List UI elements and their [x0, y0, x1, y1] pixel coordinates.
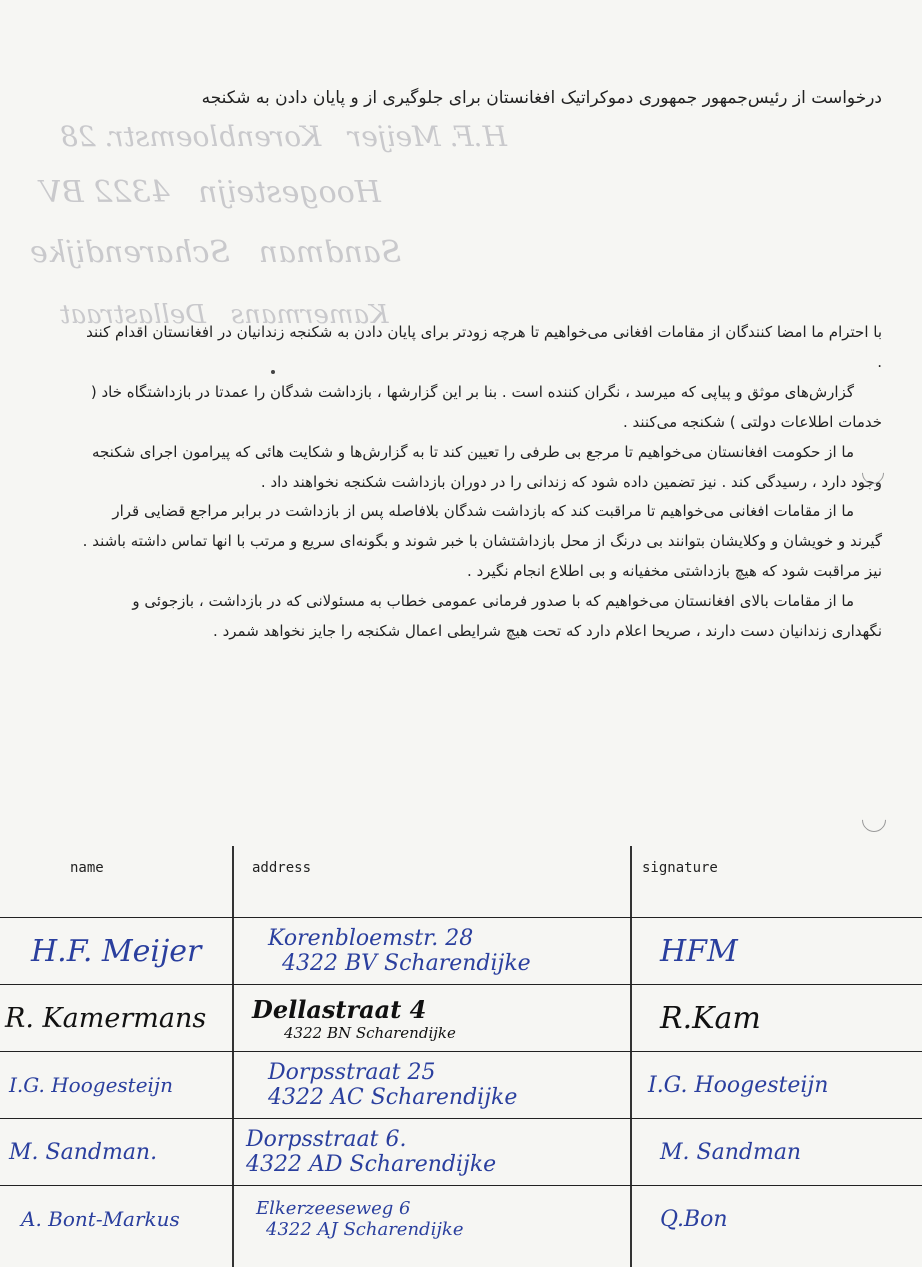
table-row [0, 1186, 922, 1253]
signature-cell [630, 1052, 922, 1119]
signature-cell [630, 1119, 922, 1186]
paragraph: با احترام ما امضا کنندگان از مقامات افغانی می‌خواهیم تا هرچه زودتر برای پایان دادن به شکنجه زندانیان در افغانستان اقدام کنند . [86, 323, 882, 371]
handwritten-name: R. Kamermans [5, 1002, 207, 1034]
handwritten-address-line: 4322 AJ Scharendijke [266, 1219, 464, 1240]
handwritten-signature: HFM [660, 933, 738, 969]
address-cell [232, 1052, 630, 1119]
signature-cell [630, 918, 922, 985]
table-row [0, 985, 922, 1052]
handwritten-address-line: Dellastraat 4 [252, 994, 427, 1024]
handwritten-signature: Q.Bon [660, 1206, 728, 1232]
handwritten-address-line: Dorpsstraat 6. [246, 1127, 407, 1152]
handwritten-address-line: Elkerzeeseweg 6 [256, 1198, 411, 1219]
name-cell [0, 1119, 232, 1186]
document-title: درخواست از رئیس‌جمهور جمهوری دموکراتیک افغانستان برای جلوگیری از و پایان دادن به شکنجه [201, 88, 882, 108]
paragraph: ما از مقامات افغانی می‌خواهیم تا مراقبت کند که بازداشت شدگان بلافاصله پس از بازداشت در برابر مراجع قضایی قرار گیرند و خویشان و وکلایشان بتوانند بی درنگ از محل بازداشتشان با خبر شوند و بگونه‌ای سریع و مرتب با انها تماس داشته باشند . نیز مراقبت شود که هیچ بازداشتی مخفیانه و بی اطلاع انجام نگیرد . [82, 502, 882, 581]
handwritten-signature: I.G. Hoogesteijn [648, 1072, 829, 1098]
margin-mark [857, 803, 891, 837]
letter-body [82, 318, 882, 647]
column-header-address: address [252, 860, 312, 876]
handwritten-address-line: 4322 BN Scharendijke [284, 1023, 456, 1042]
show-through-text: Hoogesteijn 4322 BV [40, 175, 381, 210]
name-cell [0, 1186, 232, 1253]
show-through-text: Sandman Scharendijke [30, 235, 402, 270]
address-cell [232, 985, 630, 1052]
table-header-row [0, 846, 922, 918]
handwritten-address-line: 4322 BV Scharendijke [282, 951, 531, 976]
handwritten-address-line: 4322 AD Scharendijke [246, 1152, 497, 1177]
table-row [0, 918, 922, 985]
handwritten-name: H.F. Meijer [31, 933, 202, 969]
signature-cell [630, 985, 922, 1052]
address-cell [232, 1186, 630, 1253]
name-cell [0, 985, 232, 1052]
signature-table [0, 846, 922, 1252]
handwritten-name: A. Bont-Markus [21, 1207, 180, 1231]
handwritten-address-line: Dorpsstraat 25 [268, 1060, 436, 1085]
table-row [0, 1119, 922, 1186]
name-cell [0, 1052, 232, 1119]
handwritten-address-line: 4322 AC Scharendijke [268, 1085, 518, 1110]
handwritten-signature: M. Sandman [660, 1139, 802, 1165]
address-cell [232, 1119, 630, 1186]
signature-cell [630, 1186, 922, 1253]
handwritten-signature: R.Kam [660, 1000, 761, 1036]
column-header-signature: signature [642, 860, 718, 876]
table-row [0, 1052, 922, 1119]
handwritten-name: I.G. Hoogesteijn [9, 1073, 174, 1097]
handwritten-address-line: Korenbloemstr. 28 [268, 926, 474, 951]
show-through-text: Kamermans Dellastraat [60, 300, 389, 330]
address-cell [232, 918, 630, 985]
name-cell [0, 918, 232, 985]
show-through-text: H.F. Meijer Korenbloemstr. 28 [60, 120, 507, 153]
paragraph: ما از حکومت افغانستان می‌خواهیم تا مرجع بی طرفی را تعیین کند تا به گزارش‌ها و شکایت هائی که پیرامون اجرای شکنجه وجود دارد ، رسیدگی کند . نیز تضمین داده شود که زندانی را در دوران بازداشت شکنجه نخواهند داد . [91, 442, 882, 491]
ink-dot [271, 370, 275, 374]
paragraph: ما از مقامات بالای افغانستان می‌خواهیم که با صدور فرمانی عمومی خطاب به مسئولانی که در بازداشت ، بازجوئی و نگهداری زندانیان دست دارند ، صریحا اعلام دارد که تحت هیچ شرایطی اعمال شکنجه را جایز نخواهد شمرد . [132, 592, 882, 641]
paragraph: گزارش‌های موثق و پیاپی که میرسد ، نگران کننده است . بنا بر این گزارشها ، بازداشت شدگان را عمدتا در بازداشتگاه خاد ( خدمات اطلاعات دولتی ) شکنجه می‌کنند . [90, 382, 882, 431]
handwritten-name: M. Sandman. [9, 1139, 158, 1165]
column-header-name: name [70, 860, 104, 876]
